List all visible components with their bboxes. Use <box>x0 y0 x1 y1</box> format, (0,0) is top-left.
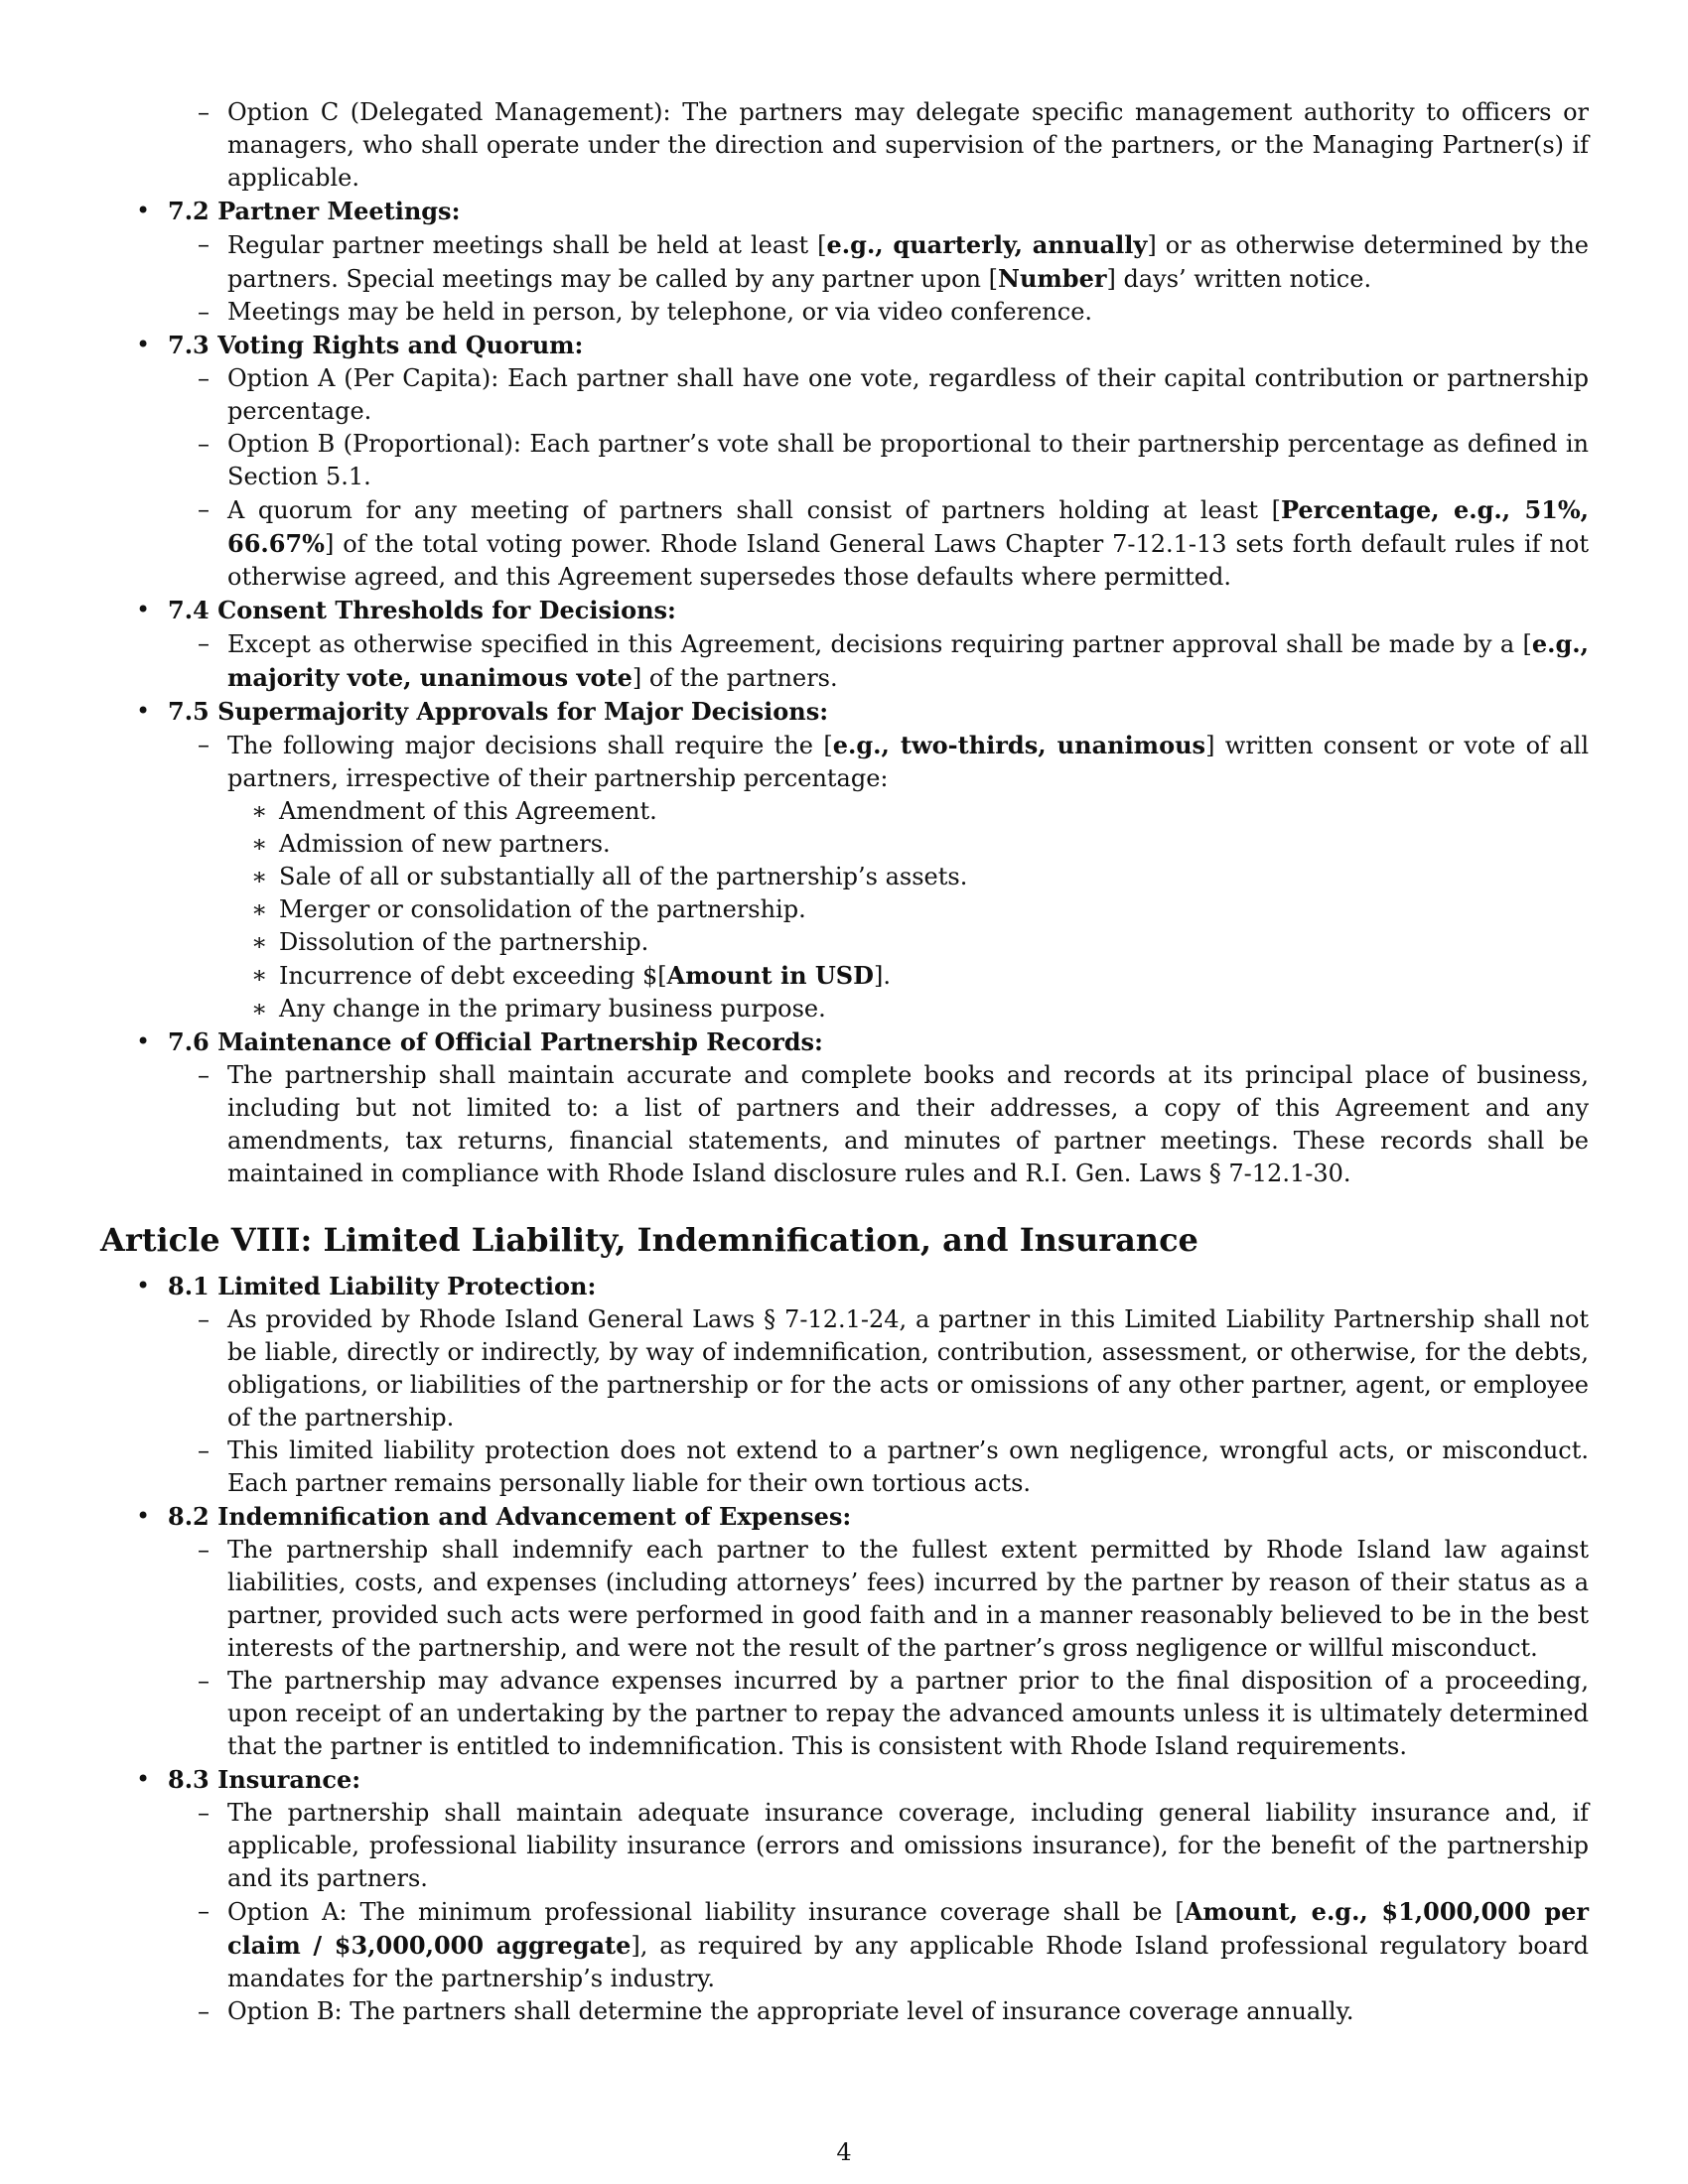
section-7-4 <box>100 594 1589 627</box>
bullet-marker: • <box>136 197 151 224</box>
list-item <box>100 1434 1589 1500</box>
item-text: Option A: The minimum professional liability insurance coverage shall be [ <box>227 1898 1185 1926</box>
item-text: The partnership shall maintain accurate and complete books and records at its principal place of business, including but not limited to: a list of partners and their addresses, a copy of this Agreement and any amendments, tax returns, financial statements, and minutes of partner meetings. These records shall be maintained in compliance with Rhode Island disclosure rules and R.I. Gen. Laws § 7-12.1-30. <box>227 1061 1589 1187</box>
placeholder-text: e.g., quarterly, annually <box>826 230 1148 259</box>
section-8-3 <box>100 1763 1589 1797</box>
page-number: 4 <box>836 2138 852 2166</box>
list-item <box>100 1059 1589 1190</box>
section-8-1 <box>100 1270 1589 1303</box>
sub-list-item <box>100 795 1589 828</box>
sub-list-item <box>100 926 1589 959</box>
document-page <box>100 96 1589 2028</box>
dash-marker: – <box>198 298 210 326</box>
section-heading: 8.3 Insurance: <box>168 1765 361 1794</box>
dash-marker: – <box>198 629 210 657</box>
item-text: ] of the total voting power. Rhode Island General Laws Chapter 7-12.1-13 sets forth default rules if not otherwise agreed, and this Agreement supersedes those defaults where permitted. <box>227 530 1589 591</box>
section-7-2 <box>100 195 1589 228</box>
bullet-marker: • <box>136 1027 151 1055</box>
item-text: Dissolution of the partnership. <box>279 928 649 956</box>
list-item <box>100 1303 1589 1434</box>
asterisk-marker: ∗ <box>251 895 268 923</box>
list-item <box>100 493 1589 594</box>
dash-marker: – <box>198 430 210 458</box>
section-7-6 <box>100 1025 1589 1059</box>
dash-marker: – <box>198 364 210 392</box>
item-text: ] of the partners. <box>632 664 838 692</box>
section-heading: 8.2 Indemnification and Advancement of Expenses: <box>168 1502 852 1531</box>
dash-marker: – <box>198 1061 210 1089</box>
sub-list-item <box>100 959 1589 993</box>
item-text: Regular partner meetings shall be held at least [ <box>227 231 827 259</box>
section-heading: 7.4 Consent Thresholds for Decisions: <box>168 596 676 624</box>
item-text: Merger or consolidation of the partnership. <box>279 895 806 923</box>
section-heading: 8.1 Limited Liability Protection: <box>168 1272 597 1300</box>
asterisk-marker: ∗ <box>251 928 268 956</box>
bullet-marker: • <box>136 331 151 358</box>
list-item <box>100 1665 1589 1763</box>
list-item <box>100 228 1589 296</box>
item-text: ], as required by any applicable Rhode Island professional regulatory board mandates for the partnership’s industry. <box>227 1932 1589 1992</box>
bullet-marker: • <box>136 1765 151 1793</box>
sub-list-item <box>100 893 1589 926</box>
asterisk-marker: ∗ <box>251 961 268 989</box>
list-item <box>100 296 1589 329</box>
list-item <box>100 1995 1589 2028</box>
item-text: The following major decisions shall require the [ <box>227 732 833 759</box>
list-item <box>100 362 1589 428</box>
dash-marker: – <box>198 1667 210 1695</box>
item-text: Meetings may be held in person, by telephone, or via video conference. <box>227 298 1093 326</box>
asterisk-marker: ∗ <box>251 995 268 1023</box>
list-item <box>100 1534 1589 1665</box>
placeholder-text: Percentage, e.g., 51%, 66.67% <box>227 495 1589 558</box>
item-text: The partnership shall maintain adequate insurance coverage, including general liability insurance and, if applicable, professional liability insurance (errors and omissions insurance), for the benefit of the partnership and its partners. <box>227 1799 1589 1892</box>
placeholder-text: Number <box>998 264 1107 293</box>
item-text: Any change in the primary business purpose. <box>279 995 826 1023</box>
item-text: Option C (Delegated Management): The partners may delegate specific management authority to officers or managers, who shall operate under the direction and supervision of the partners, or the Managing Partner(s) if applicable. <box>227 98 1589 192</box>
placeholder-text: Amount in USD <box>666 961 874 990</box>
item-text: A quorum for any meeting of partners shall consist of partners holding at least [ <box>227 496 1281 524</box>
item-text: Admission of new partners. <box>279 830 611 858</box>
dash-marker: – <box>198 1997 210 2025</box>
placeholder-text: Amount, e.g., $1,000,000 per claim / $3,000,000 aggregate <box>227 1897 1590 1960</box>
list-item <box>100 1797 1589 1895</box>
item-text: The partnership shall indemnify each partner to the fullest extent permitted by Rhode Island law against liabilities, costs, and expenses (including attorneys’ fees) incurred by the partner by reason of their status as a partner, provided such acts were performed in good faith and in a manner reasonably believed to be in the best interests of the partnership, and were not the result of the partner’s gross negligence or willful misconduct. <box>227 1536 1589 1662</box>
item-text: ]. <box>873 962 891 990</box>
placeholder-text: e.g., two-thirds, unanimous <box>832 731 1206 759</box>
item-text: ] written consent or vote of all partners, irrespective of their partnership percentage: <box>227 732 1590 792</box>
bullet-marker: • <box>136 596 151 623</box>
bullet-marker: • <box>136 697 151 725</box>
item-text: Option A (Per Capita): Each partner shall have one vote, regardless of their capital contribution or partnership percentage. <box>227 364 1589 425</box>
dash-marker: – <box>198 230 210 258</box>
item-text: ] or as otherwise determined by the partners. Special meetings may be called by any partner upon [ <box>227 231 1589 293</box>
section-heading: 7.6 Maintenance of Official Partnership Records: <box>168 1027 823 1056</box>
asterisk-marker: ∗ <box>251 797 268 825</box>
dash-marker: – <box>198 1799 210 1827</box>
placeholder-text: e.g., majority vote, unanimous vote <box>227 629 1589 692</box>
dash-marker: – <box>198 98 210 126</box>
dash-marker: – <box>198 731 210 758</box>
section-heading: 7.5 Supermajority Approvals for Major Decisions: <box>168 697 829 726</box>
list-item <box>100 627 1589 695</box>
item-text: ] days’ written notice. <box>1106 265 1372 293</box>
section-7-5 <box>100 695 1589 729</box>
sub-list-item <box>100 993 1589 1025</box>
asterisk-marker: ∗ <box>251 830 268 858</box>
item-text: Except as otherwise specified in this Agreement, decisions requiring partner approval shall be made by a [ <box>227 630 1532 658</box>
section-7-3 <box>100 329 1589 362</box>
dash-marker: – <box>198 1436 210 1464</box>
list-item <box>100 428 1589 493</box>
list-item <box>100 1895 1589 1995</box>
item-text: Amendment of this Agreement. <box>279 797 657 825</box>
item-text: As provided by Rhode Island General Laws § 7-12.1-24, a partner in this Limited Liability Partnership shall not be liable, directly or indirectly, by way of indemnification, contribution, assessment, or otherwise, for the debts, obligations, or liabilities of the partnership or for the acts or omissions of any other partner, agent, or employee of the partnership. <box>227 1305 1589 1432</box>
dash-marker: – <box>198 1897 210 1925</box>
sub-list-item <box>100 828 1589 861</box>
bullet-marker: • <box>136 1502 151 1530</box>
list-item <box>100 96 1589 195</box>
asterisk-marker: ∗ <box>251 863 268 890</box>
item-text: The partnership may advance expenses incurred by a partner prior to the final disposition of a proceeding, upon receipt of an undertaking by the partner to repay the advanced amounts unless it is ultimately determined that the partner is entitled to indemnification. This is consistent with Rhode Island requirements. <box>227 1667 1589 1760</box>
item-text: Option B: The partners shall determine the appropriate level of insurance coverage annually. <box>227 1997 1354 2025</box>
dash-marker: – <box>198 1536 210 1564</box>
dash-marker: – <box>198 1305 210 1333</box>
section-heading: 7.3 Voting Rights and Quorum: <box>168 331 584 359</box>
sub-list-item <box>100 861 1589 893</box>
item-text: This limited liability protection does not extend to a partner’s own negligence, wrongful acts, or misconduct. Each partner remains personally liable for their own tortious acts. <box>227 1436 1589 1497</box>
section-8-2 <box>100 1500 1589 1534</box>
item-text: Sale of all or substantially all of the partnership’s assets. <box>279 863 968 890</box>
section-heading: 7.2 Partner Meetings: <box>168 197 461 225</box>
list-item <box>100 729 1589 795</box>
dash-marker: – <box>198 495 210 523</box>
bullet-marker: • <box>136 1272 151 1299</box>
item-text: Option B (Proportional): Each partner’s vote shall be proportional to their partnership percentage as defined in Section 5.1. <box>227 430 1589 490</box>
article-heading: Article VIII: Limited Liability, Indemnification, and Insurance <box>100 1221 1198 1259</box>
item-text: Incurrence of debt exceeding $[ <box>279 962 667 990</box>
